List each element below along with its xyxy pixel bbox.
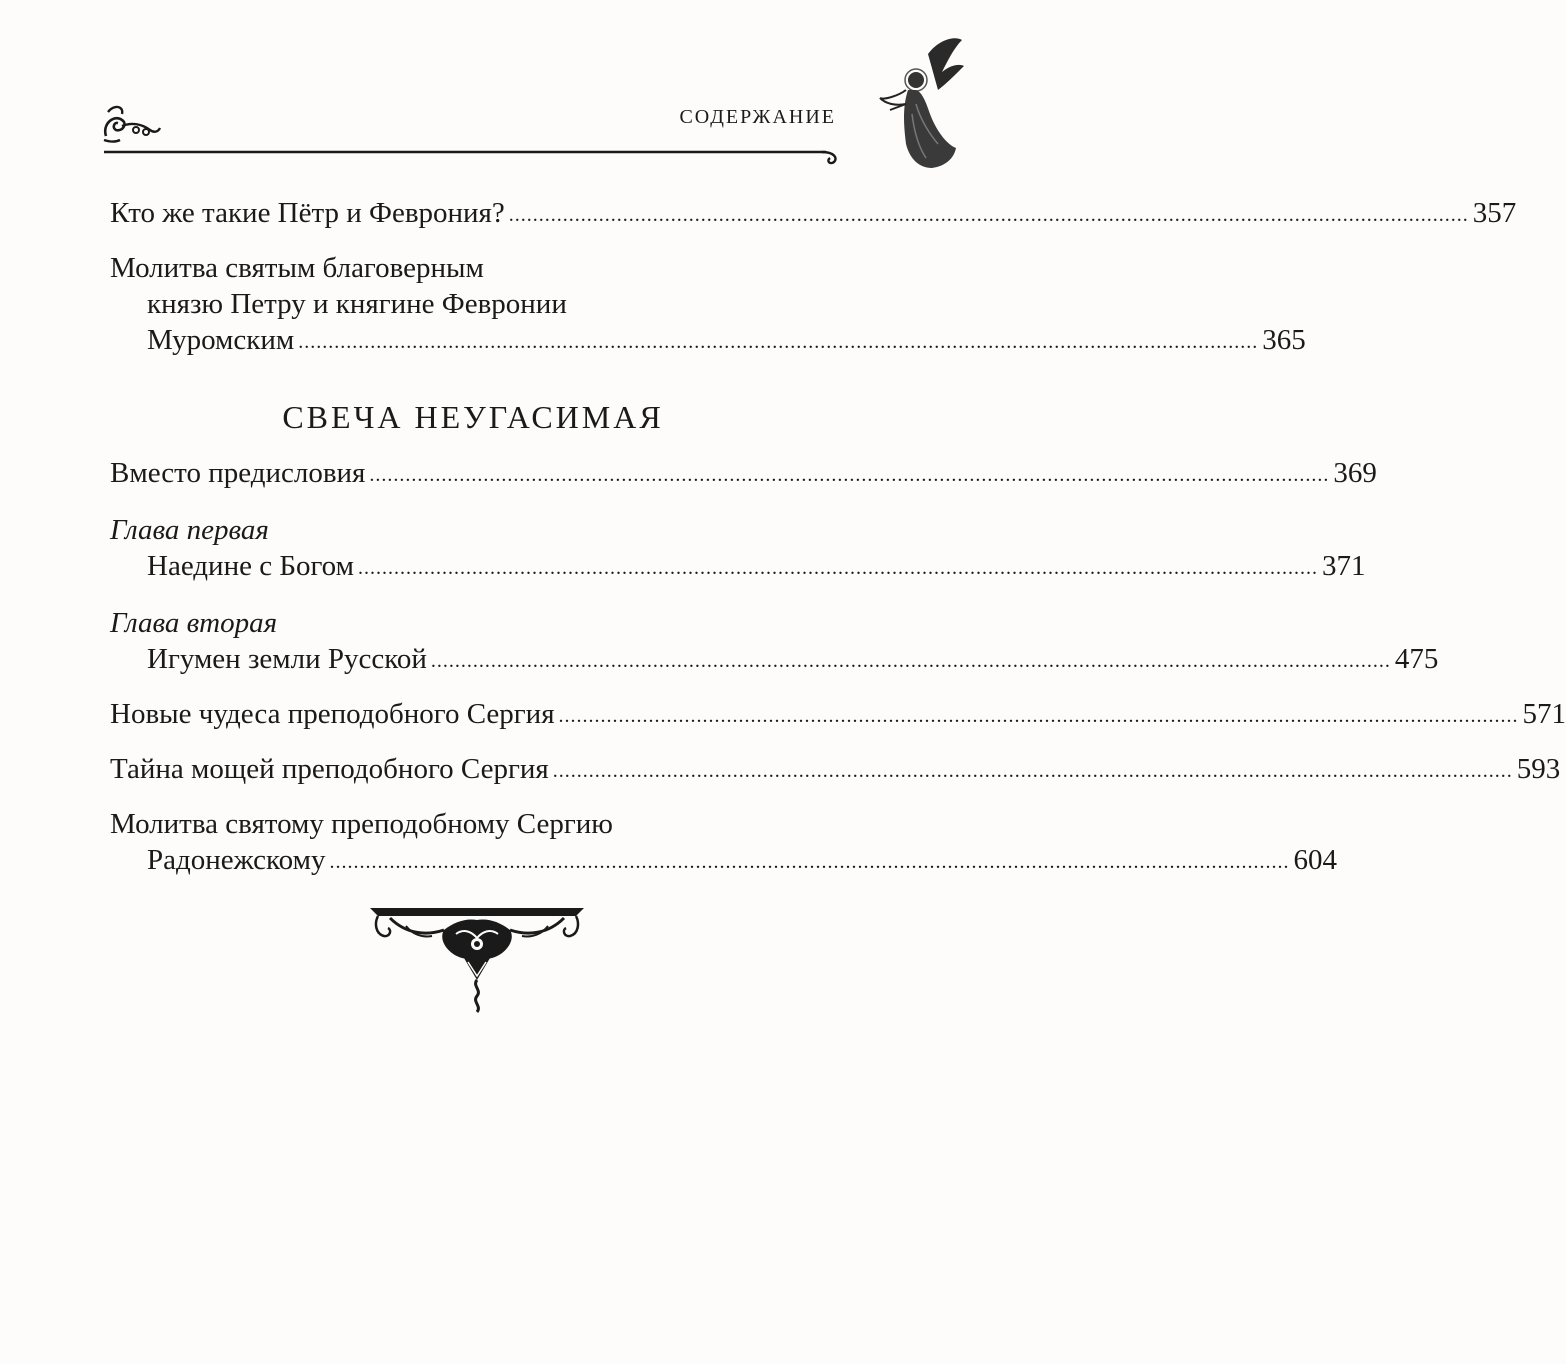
section-title: СВЕЧА НЕУГАСИМАЯ [282,399,664,435]
table-of-contents [110,195,1566,881]
toc-entry[interactable] [110,250,1306,361]
toc-entry-title-continued: Радонежскому [147,844,326,876]
toc-entry-title: Молитва святому преподобному Сергию [110,808,613,840]
toc-entry-title-continued: князю Петру и княгине Февронии [147,288,567,320]
toc-entry[interactable] [110,195,1517,234]
toc-entry-title-continued: Муромским [147,324,295,356]
leader-dots: ................................................................................................................................................................ [298,331,1259,353]
toc-entry-title: Игумен земли Русской [147,643,427,675]
toc-page-number: 369 [1333,457,1377,489]
toc-entry[interactable] [110,512,1366,587]
chapter-label: Глава первая [110,514,269,546]
toc-entry[interactable] [110,751,1561,790]
leader-dots: ................................................................................................................................................................ [552,760,1513,782]
toc-entry-title: Новые чудеса преподобного Сергия [110,698,555,730]
toc-entry[interactable] [110,455,1377,494]
toc-page-number: 365 [1262,324,1306,356]
toc-page-number: 357 [1472,197,1517,229]
angel-illustration-icon [876,34,968,174]
toc-page-number: 371 [1321,550,1366,582]
toc-page-number: 604 [1293,844,1337,876]
floral-tailpiece-ornament-icon [366,904,588,1016]
toc-entry-title: Наедине с Богом [147,550,354,582]
leader-dots: ................................................................................................................................................................ [357,557,1318,579]
running-head [0,0,1000,180]
leader-dots: ................................................................................................................................................................ [508,204,1469,226]
leader-dots: ................................................................................................................................................................ [369,464,1330,486]
toc-entry-title: Молитва святым благоверным [110,252,484,284]
toc-entry-title: Тайна мощей преподобного Сергия [110,753,549,785]
toc-entry[interactable] [110,806,1337,881]
running-title: СОДЕРЖАНИЕ [679,106,836,128]
chapter-label: Глава вторая [110,607,278,639]
toc-entry-title: Вместо предисловия [110,457,366,489]
toc-entry[interactable] [110,696,1566,735]
leader-dots: ................................................................................................................................................................ [329,851,1290,873]
toc-page-number: 593 [1516,753,1561,785]
toc-entry-title: Кто же такие Пётр и Феврония? [110,197,505,229]
header-rule [100,136,846,166]
toc-page-number: 571 [1522,698,1566,730]
toc-entry[interactable] [110,605,1439,680]
toc-page-number: 475 [1394,643,1439,675]
leader-dots: ................................................................................................................................................................ [558,705,1519,727]
leader-dots: ................................................................................................................................................................ [430,650,1391,672]
